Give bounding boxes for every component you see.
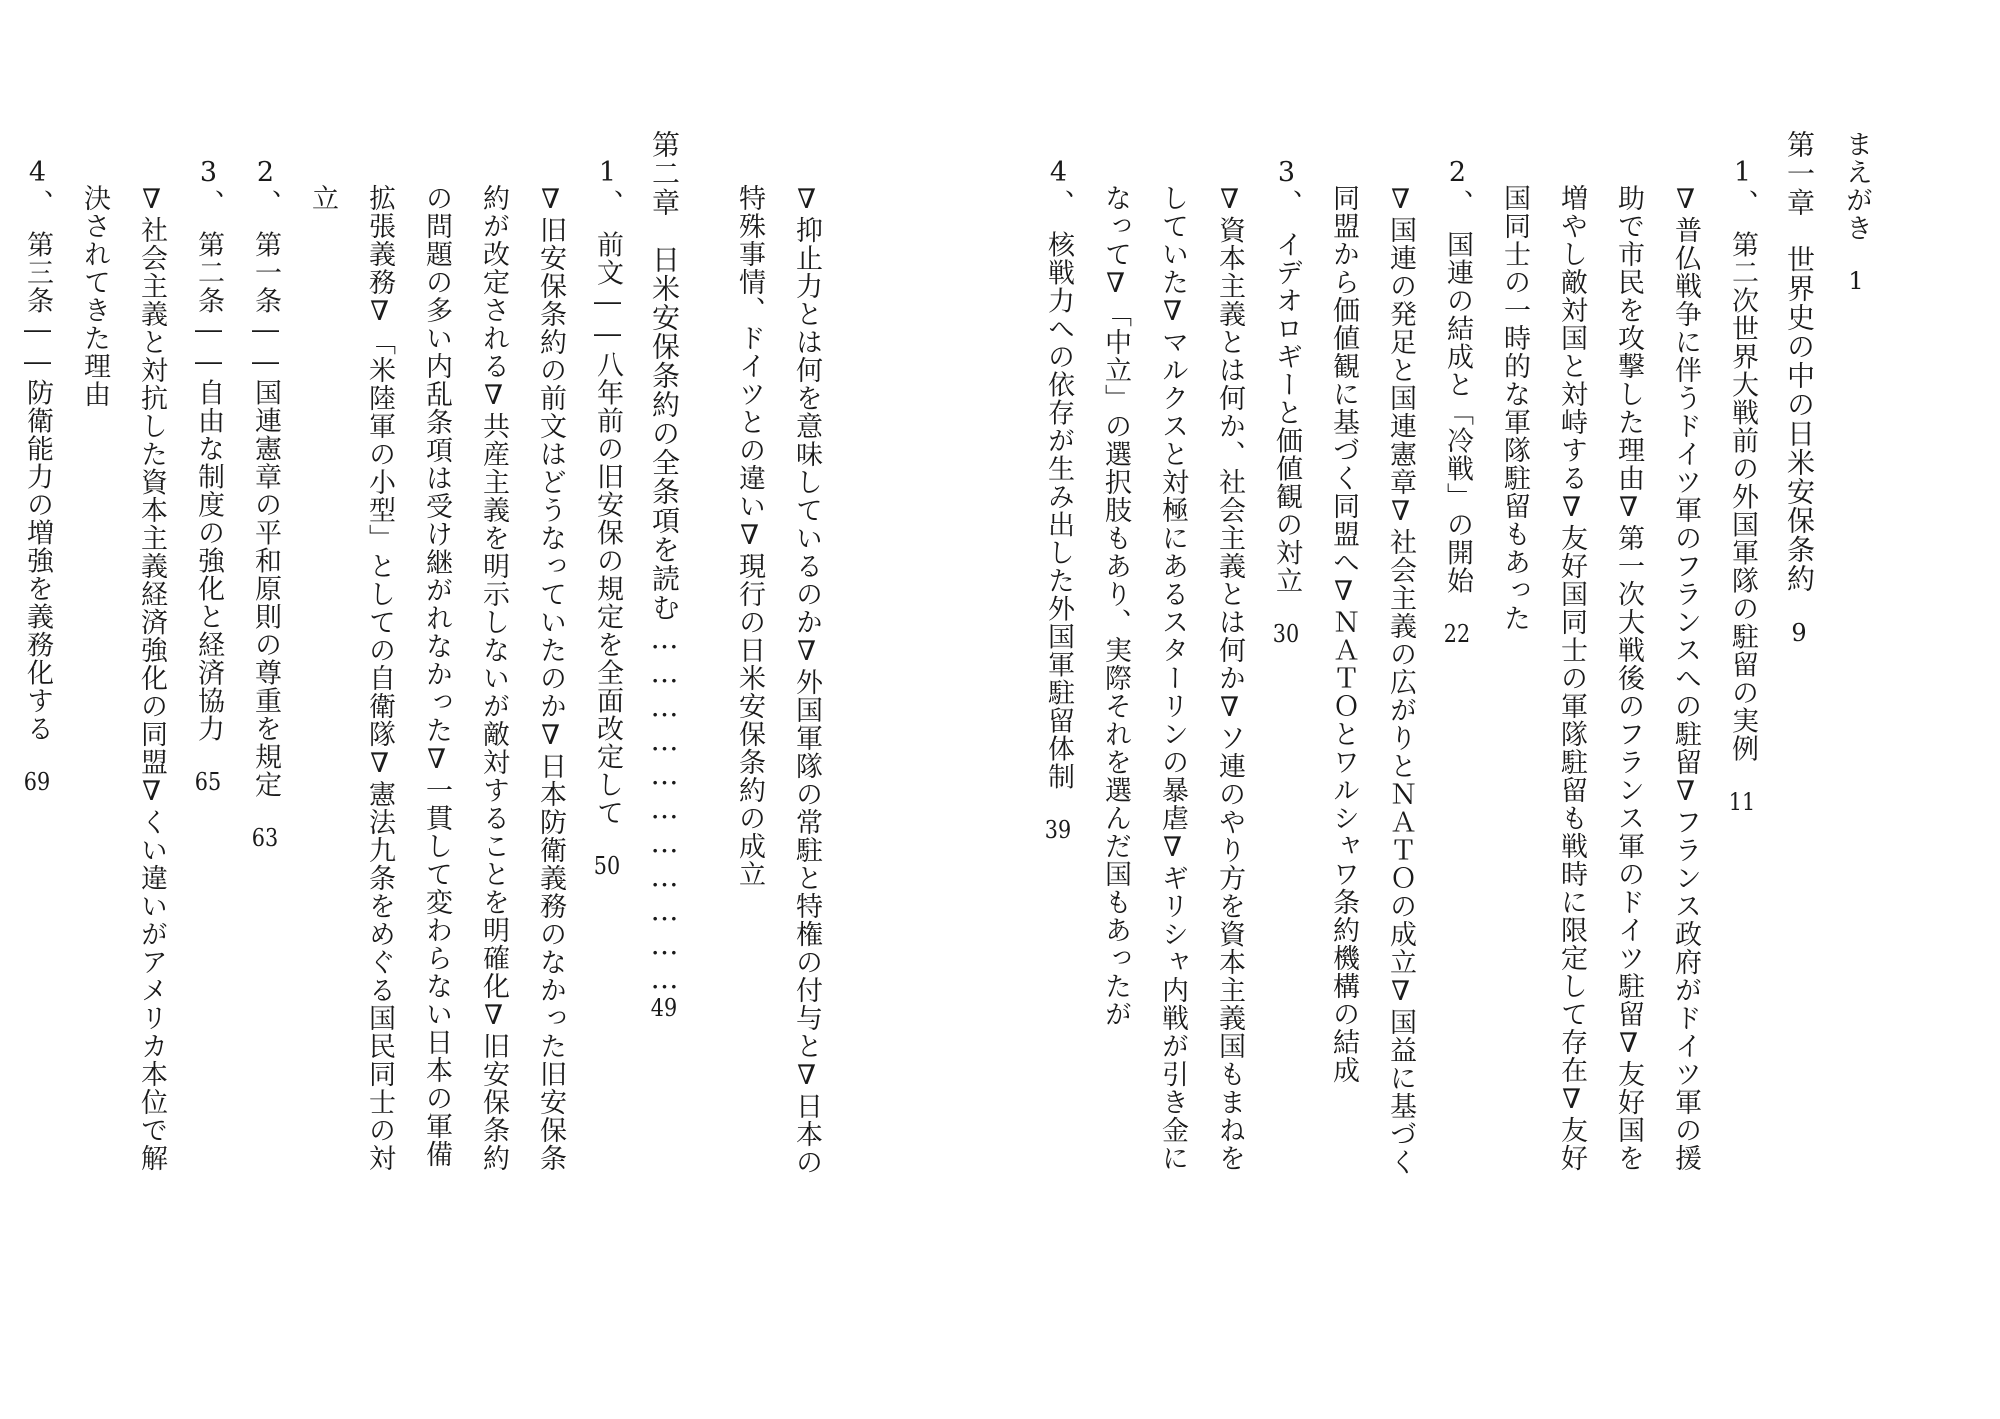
preface-label: まえがき	[1841, 130, 1872, 242]
section-summary-line: 拡張義務∇「米陸軍の小型」としての自衛隊∇憲法九条をめぐる国民同士の対	[364, 184, 395, 1172]
chapter-1-heading	[1764, 130, 1816, 1010]
section-summary-line: 決されてきた理由	[79, 184, 110, 408]
chapter-label: 第二章	[648, 130, 681, 217]
section-summary-line: 特殊事情、ドイツとの違い∇現行の日米安保条約の成立	[734, 184, 765, 888]
dot-leader: ……………………………	[648, 622, 681, 996]
page-number: 49	[650, 996, 678, 1020]
section-heading	[1707, 130, 1756, 1010]
page-number: 30	[1272, 621, 1300, 646]
section-title: 第三条――防衛能力の増強を義務化する	[22, 230, 53, 743]
page-number: 50	[593, 853, 621, 878]
section-number: 4、	[1043, 157, 1074, 217]
section-summary-line: していた∇マルクスと対極にあるスターリンの暴虐∇ギリシャ内戦が引き金に	[1157, 184, 1188, 1172]
section-title: 第一条――国連憲章の平和原則の尊重を規定	[250, 230, 281, 799]
toc-page-left	[22, 130, 822, 1176]
section-summary-line: 立	[307, 184, 338, 212]
section-number: 2、	[250, 157, 281, 217]
section-summary-line: ∇国連の発足と国連憲章∇社会主義の広がりとＮＡＴＯの成立∇国益に基づく	[1385, 184, 1416, 1176]
page-number: 22	[1443, 621, 1471, 646]
page-number: 69	[23, 769, 51, 794]
section-summary-line: の問題の多い内乱条項は受け継がれなかった∇一貫して変わらない日本の軍備	[421, 184, 452, 1168]
page-number: 65	[194, 769, 222, 794]
page-number: 39	[1044, 817, 1072, 842]
chapter-title: 日米安保条約の全条項を読む	[648, 245, 681, 622]
section-heading	[230, 130, 279, 1010]
section-summary-line: ∇旧安保条約の前文はどうなっていたのか∇日本防衛義務のなかった旧安保条	[535, 184, 566, 1172]
section-heading	[572, 130, 621, 1010]
section-heading	[1251, 130, 1300, 1010]
section-number: 3、	[1271, 157, 1302, 217]
section-summary-line: 増やし敵対国と対峙する∇友好国同士の軍隊駐留も戦時に限定して存在∇友好	[1556, 184, 1587, 1172]
section-title: 国連の結成と「冷戦」の開始	[1442, 230, 1473, 595]
section-title: イデオロギーと価値観の対立	[1271, 230, 1302, 595]
section-number: 1、	[1727, 157, 1758, 217]
section-heading	[2, 130, 51, 1010]
section-summary-line: ∇資本主義とは何か、社会主義とは何か∇ソ連のやり方を資本主義国もまねを	[1214, 184, 1245, 1172]
section-summary-line: ∇普仏戦争に伴うドイツ軍のフランスへの駐留∇フランス政府がドイツ軍の援	[1670, 184, 1701, 1172]
page-number: 9	[1791, 621, 1807, 645]
chapter-label: 第一章	[1783, 130, 1816, 217]
chapter-title: 世界史の中の日米安保条約	[1783, 245, 1816, 593]
section-number: 2、	[1442, 157, 1473, 217]
section-heading	[173, 130, 222, 1010]
section-number: 1、	[592, 157, 623, 217]
section-summary-line: 同盟から価値観に基づく同盟へ∇ＮＡＴＯとワルシャワ条約機構の結成	[1328, 184, 1359, 1084]
section-summary-line: なって∇「中立」の選択肢もあり、実際それを選んだ国もあったが	[1100, 184, 1131, 1028]
page-number: 11	[1728, 789, 1756, 814]
section-summary-line: 約が改定される∇共産主義を明示しないが敵対することを明確化∇旧安保条約	[478, 184, 509, 1172]
section-title: 核戦力への依存が生み出した外国軍駐留体制	[1043, 230, 1074, 791]
page-number: 1	[1848, 269, 1864, 293]
section-summary-line: ∇社会主義と対抗した資本主義経済強化の同盟∇くい違いがアメリカ本位で解	[136, 184, 167, 1172]
section-number: 3、	[193, 157, 224, 217]
section-title: 第二次世界大戦前の外国軍隊の駐留の実例	[1727, 230, 1758, 763]
section-heading	[1422, 130, 1471, 1010]
section-number: 4、	[22, 157, 53, 217]
page-number: 63	[251, 825, 279, 850]
section-title: 第二条――自由な制度の強化と経済協力	[193, 230, 224, 743]
section-heading	[1023, 130, 1072, 1010]
toc-page-right	[1043, 130, 1872, 1176]
section-title: 前文――八年前の旧安保の規定を全面改定して	[592, 230, 623, 827]
section-summary-line: ∇抑止力とは何を意味しているのか∇外国軍隊の常駐と特権の付与と∇日本の	[791, 184, 822, 1176]
preface-entry	[1821, 130, 1870, 1010]
section-summary-line: 国同士の一時的な軍隊駐留もあった	[1499, 184, 1530, 632]
section-summary-line: 助で市民を攻撃した理由∇第一次大戦後のフランス軍のドイツ駐留∇友好国を	[1613, 184, 1644, 1172]
chapter-2-heading	[629, 130, 681, 1020]
